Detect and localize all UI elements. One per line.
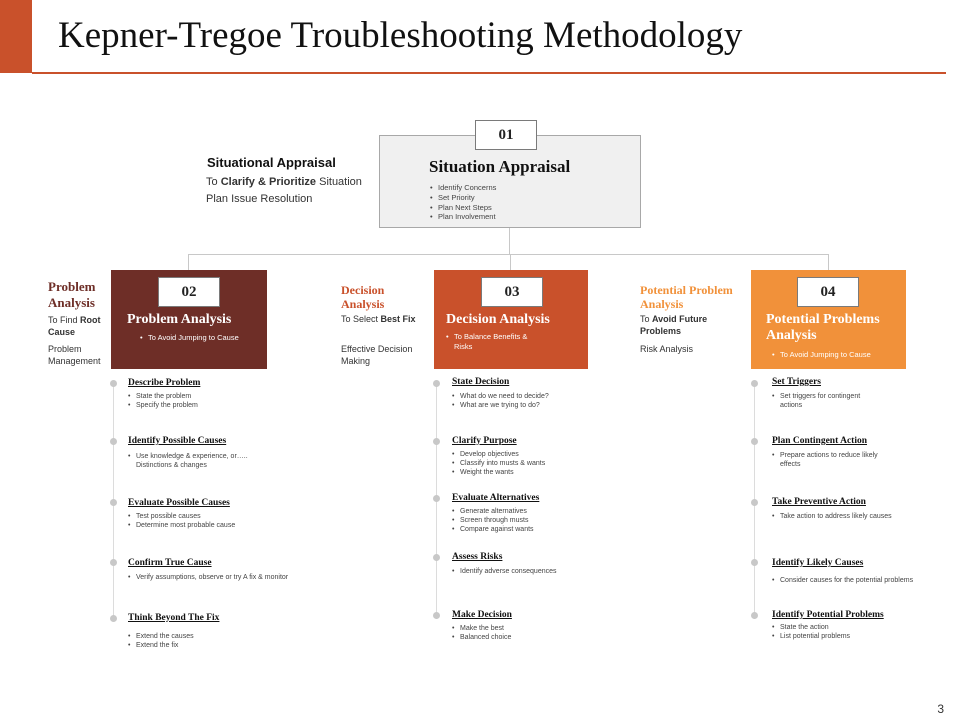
situation-appraisal-list (430, 183, 496, 222)
potential-problems-analysis-box-title: Potential Problems Analysis (766, 312, 880, 344)
list-item: • Make the best (452, 624, 572, 633)
problem-analysis-box-list (140, 333, 250, 343)
list-item: • State the action (772, 623, 857, 632)
decision-analysis-side-title: Decision Analysis (341, 283, 385, 312)
accent-bar (0, 0, 32, 73)
list-item: • Compare against wants (452, 525, 582, 534)
timeline-dot (110, 615, 117, 622)
step-identify-possible-causes: Identify Possible Causes (128, 436, 227, 446)
timeline-dot (433, 554, 440, 561)
step-make-decision: Make Decision (452, 610, 512, 620)
problem-analysis-side-note: Problem Management (48, 344, 101, 366)
list-item: • What do we need to decide? (452, 392, 577, 401)
list-item: • Use knowledge & experience, or….. Distinctions & changes (128, 452, 253, 470)
situational-desc (206, 176, 362, 188)
list-item: • Identify Concerns (430, 183, 496, 193)
list-item: • What are we trying to do? (452, 401, 577, 410)
list-item: • Consider causes for the potential problems (772, 576, 952, 585)
potential-problems-analysis-box-list (772, 350, 902, 360)
step-list (452, 392, 577, 410)
list-item: • Develop objectives (452, 450, 582, 459)
list-item: • Plan Next Steps (430, 203, 496, 213)
timeline-line-03 (436, 385, 437, 619)
step-list (772, 451, 892, 469)
list-item: • Take action to address likely causes (772, 512, 902, 521)
step-identify-likely-causes: Identify Likely Causes (772, 558, 864, 568)
step-state-decision: State Decision (452, 377, 510, 387)
potential-problem-purpose-bold: Avoid Future Problems (640, 314, 708, 336)
potential-problem-analysis-side-title: Potential Problem Analysis (640, 283, 733, 312)
problem-analysis-purpose-pre: To Find (48, 315, 81, 325)
timeline-dot (110, 438, 117, 445)
decision-analysis-purpose-pre: To Select (341, 314, 381, 324)
list-item: • Classify into musts & wants (452, 459, 582, 468)
list-item: • Screen through musts (452, 516, 582, 525)
list-item: • Set triggers for contingent actions (772, 392, 867, 410)
problem-analysis-side-purpose (48, 315, 110, 338)
potential-problem-analysis-side-purpose (640, 314, 740, 337)
step-set-triggers: Set Triggers (772, 377, 821, 387)
list-item: • Weight the wants (452, 468, 582, 477)
decision-analysis-purpose-bold: Best Fix (380, 314, 416, 324)
situational-desc-bold: Clarify & Prioritize (220, 176, 317, 188)
timeline-dot (751, 380, 758, 387)
list-item: • Test possible causes (128, 512, 268, 521)
step-list (128, 632, 248, 650)
step-assess-risks: Assess Risks (452, 552, 503, 562)
list-item: • Balanced choice (452, 633, 572, 642)
step-describe-problem: Describe Problem (128, 378, 201, 388)
step-think-beyond-the-fix: Think Beyond The Fix (128, 613, 220, 623)
list-item: • To Avoid Jumping to Cause (772, 350, 902, 360)
decision-analysis-box-title: Decision Analysis (446, 312, 550, 327)
situational-desc2: Plan Issue Resolution (206, 193, 313, 205)
step-number-03: 03 (481, 277, 543, 307)
connector-vertical-top (509, 226, 510, 254)
step-list (772, 623, 857, 641)
step-list (452, 624, 572, 642)
timeline-dot (433, 612, 440, 619)
step-list (128, 452, 253, 470)
list-item: • Plan Involvement (430, 212, 496, 222)
step-list (128, 512, 268, 530)
step-confirm-true-cause: Confirm True Cause (128, 558, 212, 568)
timeline-dot (751, 612, 758, 619)
decision-analysis-box-list (446, 332, 546, 352)
timeline-dot (751, 559, 758, 566)
step-number-04: 04 (797, 277, 859, 307)
title-divider (32, 72, 946, 74)
list-item: • To Balance Benefits & Risks (446, 332, 546, 352)
list-item: • To Avoid Jumping to Cause (140, 333, 250, 343)
situational-title: Situational Appraisal (207, 155, 336, 170)
step-number-02: 02 (158, 277, 220, 307)
decision-analysis-side-note: Effective Decision Making (341, 344, 413, 366)
step-take-preventive-action: Take Preventive Action (772, 497, 866, 507)
step-list (772, 512, 902, 521)
step-evaluate-possible-causes: Evaluate Possible Causes (128, 498, 230, 508)
list-item: • Extend the fix (128, 641, 248, 650)
step-identify-potential-problems: Identify Potential Problems (772, 610, 884, 620)
step-list (128, 573, 293, 582)
timeline-dot (751, 438, 758, 445)
step-number-01: 01 (475, 120, 537, 150)
list-item: • Set Priority (430, 193, 496, 203)
list-item: • Generate alternatives (452, 507, 582, 516)
list-item: • Extend the causes (128, 632, 248, 641)
timeline-dot (433, 380, 440, 387)
step-list (772, 392, 867, 410)
list-item: • List potential problems (772, 632, 857, 641)
list-item: • Prepare actions to reduce likely effects (772, 451, 892, 469)
list-item: • Identify adverse consequences (452, 567, 592, 576)
connector-drop-02 (188, 254, 189, 270)
step-clarify-purpose: Clarify Purpose (452, 436, 517, 446)
situational-desc-post: Situation (316, 176, 362, 188)
list-item: • Verify assumptions, observe or try A fix & monitor (128, 573, 293, 582)
list-item: • Specify the problem (128, 401, 213, 410)
decision-analysis-side-purpose (341, 314, 421, 326)
problem-analysis-purpose-bold: Root Cause (48, 315, 101, 337)
timeline-dot (433, 438, 440, 445)
step-list (128, 392, 213, 410)
page-title: Kepner-Tregoe Troubleshooting Methodology (58, 15, 743, 56)
list-item: • Determine most probable cause (128, 521, 268, 530)
connector-drop-04 (828, 254, 829, 270)
potential-problem-analysis-side-note: Risk Analysis (640, 344, 694, 354)
connector-drop-03 (510, 254, 511, 270)
situation-appraisal-title: Situation Appraisal (429, 157, 571, 176)
step-evaluate-alternatives: Evaluate Alternatives (452, 493, 540, 503)
timeline-dot (751, 499, 758, 506)
timeline-dot (110, 559, 117, 566)
step-list (452, 567, 592, 576)
potential-problem-purpose-pre: To (640, 314, 653, 324)
step-list (452, 450, 582, 477)
timeline-dot (110, 380, 117, 387)
timeline-dot (110, 499, 117, 506)
problem-analysis-side-title: Problem Analysis (48, 279, 96, 310)
list-item: • State the problem (128, 392, 213, 401)
step-plan-contingent-action: Plan Contingent Action (772, 436, 868, 446)
timeline-dot (433, 495, 440, 502)
situational-desc-pre: To (206, 176, 221, 188)
connector-horizontal (188, 254, 829, 255)
step-list (772, 576, 952, 585)
step-list (452, 507, 582, 534)
page-number: 3 (937, 702, 944, 716)
problem-analysis-box-title: Problem Analysis (127, 312, 232, 327)
